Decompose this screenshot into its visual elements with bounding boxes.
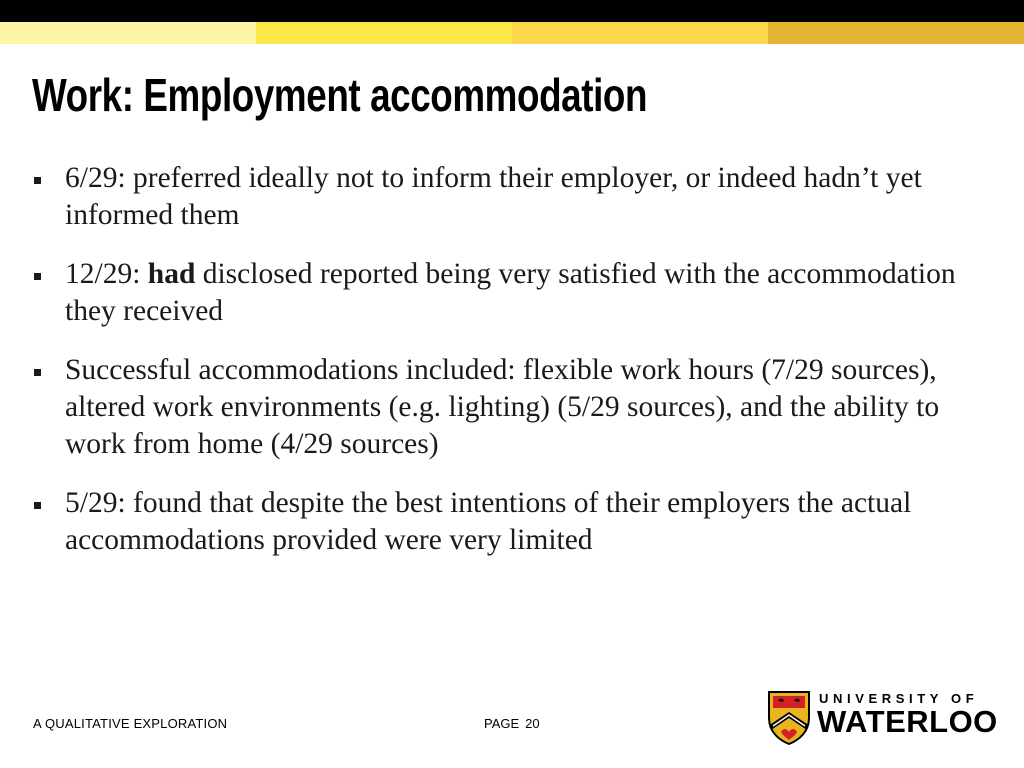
page-label: PAGE (484, 716, 520, 731)
page-number: 20 (525, 716, 540, 731)
color-band-2 (256, 22, 512, 44)
color-band-3 (512, 22, 768, 44)
bullet-text: Successful accommodations included: flexible work hours (7/29 sources), altered work environments (e.g. lighting) (5/29 sources), and the ability to work from home (4/29 sources) (65, 354, 940, 460)
bullet-marker (34, 369, 41, 376)
university-logo (767, 690, 997, 746)
bullet-item (34, 160, 974, 234)
bullet-item (34, 256, 974, 330)
top-bar (0, 0, 1024, 22)
color-bands (0, 22, 1024, 44)
bullet-text: 5/29: found that despite the best intentions of their employers the actual accommodations provided were very limited (65, 487, 912, 556)
bullet-item (34, 352, 974, 463)
logo-line-2: WATERLOO (817, 704, 998, 739)
color-band-1 (0, 22, 256, 44)
bullet-marker (34, 273, 41, 280)
logo-line-1: UNIVERSITY OF (819, 691, 979, 706)
footer-presentation-title: A QUALITATIVE EXPLORATION (33, 716, 228, 731)
bullet-text: 6/29: preferred ideally not to inform their employer, or indeed hadn’t yet informed them (65, 162, 922, 231)
page-indicator (484, 716, 540, 731)
bullet-marker (34, 502, 41, 509)
crest-icon (767, 690, 811, 746)
bullet-item (34, 485, 974, 559)
color-band-4 (768, 22, 1024, 44)
bullet-marker (34, 177, 41, 184)
slide-title: Work: Employment accommodation (32, 69, 648, 121)
bullet-list (34, 160, 974, 581)
bullet-text-bold: had (147, 258, 196, 290)
bullet-text-prefix: 12/29: (65, 258, 148, 290)
bullet-text-suffix: disclosed reported being very satisfied with the accommodation they received (65, 258, 956, 327)
